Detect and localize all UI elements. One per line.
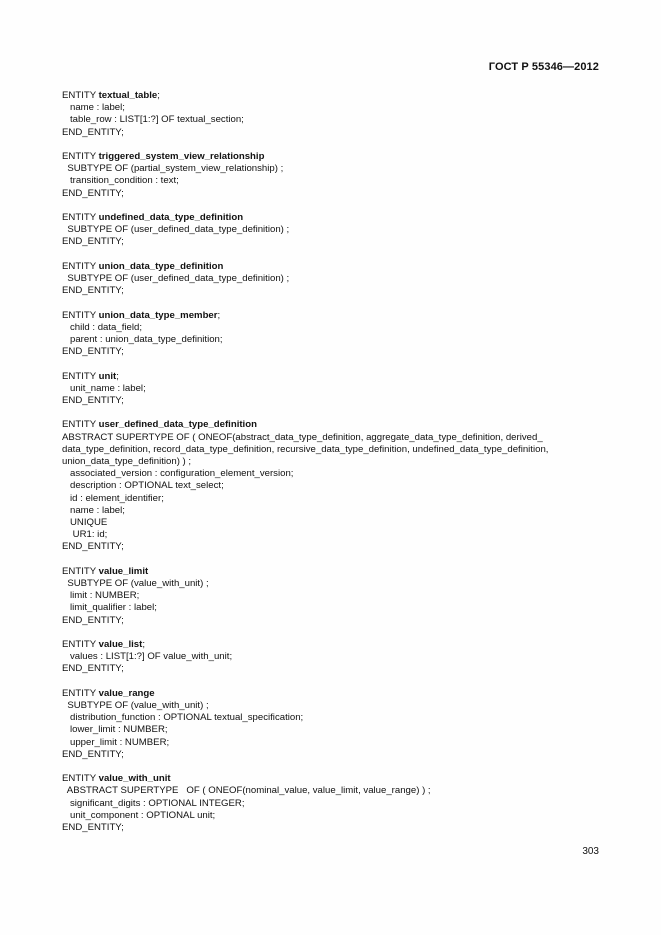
entity-name: value_limit — [98, 565, 149, 577]
entity-block — [62, 261, 582, 298]
entity-header — [62, 639, 582, 651]
entity-keyword: ENTITY — [62, 90, 99, 101]
entity-name-suffix: ; — [157, 90, 160, 101]
entity-attribute-line: id : element_identifier; — [62, 492, 164, 504]
entity-attribute-line: SUBTYPE OF (user_defined_data_type_definition) ; — [62, 273, 290, 284]
entity-block — [62, 566, 582, 627]
entity-name: undefined_data_type_definition — [98, 212, 244, 223]
end-entity: END_ENTITY; — [62, 285, 124, 297]
entity-header — [62, 90, 582, 102]
entity-attribute-line: UNIQUE — [62, 517, 108, 529]
entity-name-suffix: ; — [142, 639, 146, 651]
entity-name: union_data_type_member — [98, 309, 218, 321]
end-entity: END_ENTITY; — [62, 126, 124, 138]
entity-keyword: ENTITY — [62, 212, 99, 223]
entity-attribute-line: transition_condition : text; — [62, 175, 179, 187]
end-entity: END_ENTITY; — [62, 822, 124, 834]
entity-name: value_range — [98, 687, 155, 699]
entity-name: triggered_system_view_relationship — [98, 151, 265, 162]
end-entity: END_ENTITY; — [62, 236, 124, 248]
entity-header — [62, 310, 582, 322]
end-entity: END_ENTITY; — [62, 395, 124, 406]
entity-keyword: ENTITY — [62, 370, 99, 382]
entity-block — [62, 90, 582, 139]
entity-header — [62, 371, 582, 383]
entity-keyword: ENTITY — [62, 260, 99, 272]
entity-block — [62, 639, 582, 676]
entity-block — [62, 371, 582, 408]
entity-attribute-line: significant_digits : OPTIONAL INTEGER; — [62, 797, 245, 809]
entity-keyword: ENTITY — [62, 309, 99, 321]
entity-header — [62, 419, 582, 431]
entity-attribute-line: ABSTRACT SUPERTYPE OF ( ONEOF(nominal_value, value_limit, value_range) ) ; — [62, 785, 431, 797]
entity-header — [62, 151, 582, 163]
entity-attribute-line: child : data_field; — [62, 321, 142, 333]
entity-header — [62, 773, 582, 785]
entity-attribute-line: SUBTYPE OF (partial_system_view_relationship) ; — [62, 163, 284, 175]
end-entity: END_ENTITY; — [62, 614, 124, 626]
entity-name-suffix: ; — [116, 370, 119, 382]
entity-name: textual_table — [98, 90, 158, 101]
entity-attribute-line: SUBTYPE OF (value_with_unit) ; — [62, 700, 209, 712]
entity-name: union_data_type_definition — [98, 260, 224, 272]
end-entity: END_ENTITY; — [62, 346, 124, 358]
entity-attribute-line: name : label; — [62, 504, 125, 516]
entity-attribute-line: SUBTYPE OF (user_defined_data_type_definition) ; — [62, 224, 290, 236]
express-listing — [62, 90, 582, 846]
entity-attribute-line: distribution_function : OPTIONAL textual_specification; — [62, 712, 304, 724]
entity-supertype-clause: ABSTRACT SUPERTYPE OF ( ONEOF(abstract_data_type_definition, aggregate_data_type_definition, derived_ data_type_definition, record_data_type_definition, recursive_data_type_definition, undefined_data_type_definition, union_data_type_definition) ) ; — [62, 431, 549, 467]
entity-name: value_list — [98, 639, 143, 651]
entity-name-suffix: ; — [217, 309, 221, 321]
end-entity: END_ENTITY; — [62, 748, 124, 760]
entity-block — [62, 151, 582, 200]
entity-attribute-line: UR1: id; — [62, 529, 108, 541]
entity-keyword: ENTITY — [62, 687, 99, 699]
entity-header — [62, 688, 582, 700]
entity-attribute-line: name : label; — [62, 102, 125, 114]
entity-attribute-line: limit : NUMBER; — [62, 590, 140, 602]
entity-block — [62, 688, 582, 761]
entity-header — [62, 261, 582, 273]
entity-keyword: ENTITY — [62, 565, 99, 577]
entity-header — [62, 212, 582, 224]
entity-block — [62, 773, 582, 834]
entity-block — [62, 419, 582, 553]
entity-keyword: ENTITY — [62, 151, 99, 162]
entity-keyword: ENTITY — [62, 639, 99, 651]
entity-attribute-line: SUBTYPE OF (value_with_unit) ; — [62, 578, 209, 590]
entity-keyword: ENTITY — [62, 419, 99, 431]
entity-name: value_with_unit — [98, 773, 171, 785]
entity-name: unit — [98, 370, 117, 382]
entity-attribute-line: unit_component : OPTIONAL unit; — [62, 809, 216, 821]
entity-attribute-line: parent : union_data_type_definition; — [62, 334, 223, 345]
entity-attribute-line: unit_name : label; — [62, 382, 146, 394]
entity-attribute-line: values : LIST[1:?] OF value_with_unit; — [62, 651, 233, 663]
entity-keyword: ENTITY — [62, 773, 99, 785]
entity-attribute-line: upper_limit : NUMBER; — [62, 736, 170, 748]
end-entity: END_ENTITY; — [62, 187, 124, 199]
entity-attribute-line: description : OPTIONAL text_select; — [62, 480, 224, 492]
entity-attribute-line: table_row : LIST[1:?] OF textual_section; — [62, 114, 244, 126]
entity-block — [62, 212, 582, 249]
page-number: 303 — [582, 846, 599, 857]
entity-attribute-line: associated_version : configuration_element_version; — [62, 468, 294, 480]
entity-name: user_defined_data_type_definition — [98, 419, 257, 431]
end-entity: END_ENTITY; — [62, 541, 124, 553]
entity-attribute-line: lower_limit : NUMBER; — [62, 724, 168, 736]
end-entity: END_ENTITY; — [62, 663, 124, 675]
entity-header — [62, 566, 582, 578]
standard-header: ГОСТ Р 55346—2012 — [488, 61, 599, 73]
entity-attribute-line: limit_qualifier : label; — [62, 602, 157, 614]
entity-block — [62, 310, 582, 359]
